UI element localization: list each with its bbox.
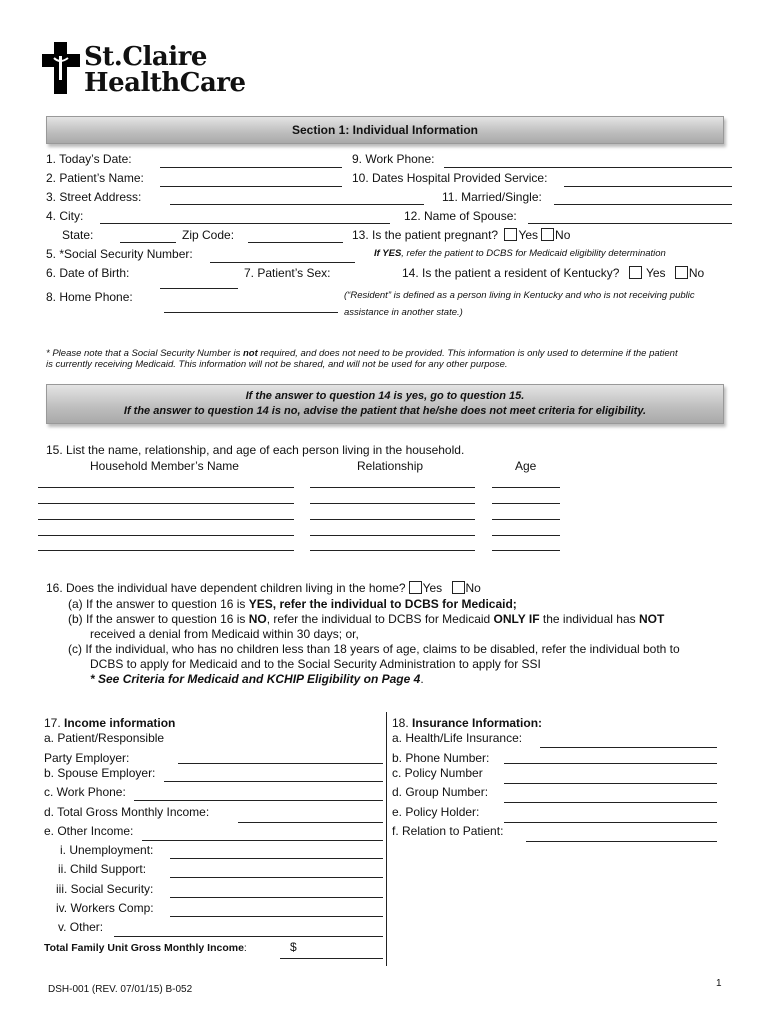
other-field[interactable]: [114, 936, 383, 937]
q16-a-bold: YES, refer the individual to DCBS for Medicaid;: [248, 597, 517, 611]
street-address-field[interactable]: [170, 204, 424, 205]
unemployment-field[interactable]: [170, 858, 383, 859]
policy-number-label: c. Policy Number: [392, 766, 483, 780]
child-support-field[interactable]: [170, 877, 383, 878]
ssn-note-part2: required, and does not need to be provided. This information is only used to determine if the patient: [257, 348, 678, 359]
q16-b-mid: , refer the individual to DCBS for Medicaid: [266, 612, 494, 626]
street-address-label: 3. Street Address:: [46, 190, 142, 204]
todays-date-field[interactable]: [160, 167, 342, 168]
spouse-name-label: 12. Name of Spouse:: [404, 209, 517, 223]
patient-name-label: 2. Patient’s Name:: [46, 171, 144, 185]
dob-label: 6. Date of Birth:: [46, 266, 130, 280]
dependent-no-label: No: [465, 581, 481, 595]
income-title: Income information: [64, 716, 176, 730]
gross-monthly-income-label: d. Total Gross Monthly Income:: [44, 805, 210, 819]
ssn-note-line1: [46, 348, 678, 359]
household-relationship-field[interactable]: [310, 487, 475, 488]
dependent-children-label: 16. Does the individual have dependent children living in the home?: [46, 581, 406, 595]
income-heading: [44, 716, 175, 730]
household-name-field[interactable]: [38, 519, 294, 520]
workers-comp-label: iv. Workers Comp:: [56, 901, 154, 915]
household-age-field[interactable]: [492, 535, 560, 536]
criteria-banner-text: [47, 385, 723, 419]
ssn-label: 5. *Social Security Number:: [46, 247, 193, 261]
kentucky-question: [402, 266, 704, 280]
social-security-field[interactable]: [170, 897, 383, 898]
pregnant-yes-checkbox[interactable]: [504, 228, 517, 241]
q16-b-only-if: ONLY IF: [493, 612, 540, 626]
group-number-field[interactable]: [504, 802, 717, 803]
total-income-label: [44, 942, 247, 954]
cross-icon: [42, 42, 80, 94]
q16-option-a: [68, 597, 517, 611]
zip-field[interactable]: [248, 242, 343, 243]
form-id: DSH-001 (REV. 07/01/15) B-052: [48, 984, 193, 995]
social-security-label: iii. Social Security:: [56, 882, 154, 896]
household-relationship-field[interactable]: [310, 550, 475, 551]
logo-line1: St.Claire: [84, 42, 207, 72]
state-field[interactable]: [120, 242, 176, 243]
kentucky-no-checkbox[interactable]: [675, 266, 688, 279]
household-relationship-field[interactable]: [310, 503, 475, 504]
health-life-insurance-label: a. Health/Life Insurance:: [392, 731, 523, 745]
work-phone-label: 9. Work Phone:: [352, 152, 435, 166]
q16-b-line2: received a denial from Medicaid within 30 days; or,: [90, 627, 359, 641]
dependent-yes-checkbox[interactable]: [409, 581, 422, 594]
insurance-number: 18.: [392, 716, 413, 730]
section-banner: [46, 116, 724, 144]
other-income-field[interactable]: [142, 840, 383, 841]
household-age-field[interactable]: [492, 519, 560, 520]
spouse-name-field[interactable]: [528, 223, 732, 224]
criteria-line2: If the answer to question 14 is no, advise the patient that he/she does not meet criteria for eligibility.: [123, 405, 647, 417]
criteria-line1: If the answer to question 14 is yes, go to question 15.: [245, 390, 525, 402]
employer-label-1: a. Patient/Responsible: [44, 731, 165, 745]
q16-b-no: NO: [248, 612, 267, 626]
dollar-sign: $: [290, 940, 297, 954]
pregnant-label: 13. Is the patient pregnant?: [352, 228, 499, 242]
ssn-note-part1: * Please note that a Social Security Number is: [46, 348, 243, 359]
if-yes-rest: , refer the patient to DCBS for Medicaid eligibility determination: [401, 248, 666, 259]
household-age-field[interactable]: [492, 550, 560, 551]
other-label: v. Other:: [58, 920, 104, 934]
relation-to-patient-label: f. Relation to Patient:: [392, 824, 504, 838]
policy-number-field[interactable]: [504, 783, 717, 784]
policy-holder-field[interactable]: [504, 822, 717, 823]
health-life-insurance-field[interactable]: [540, 747, 717, 748]
household-relationship-field[interactable]: [310, 519, 475, 520]
income-work-phone-label: c. Work Phone:: [44, 785, 126, 799]
household-name-field[interactable]: [38, 503, 294, 504]
employer-field[interactable]: [178, 763, 383, 764]
patient-sex-label: 7. Patient’s Sex:: [244, 266, 331, 280]
q16-b-mid2: the individual has: [539, 612, 639, 626]
household-age-field[interactable]: [492, 503, 560, 504]
section-title: Section 1: Individual Information: [291, 123, 478, 137]
total-income-colon: :: [243, 942, 247, 954]
insurance-title: Insurance Information:: [412, 716, 543, 730]
zip-label: Zip Code:: [182, 228, 235, 242]
city-label: 4. City:: [46, 209, 84, 223]
patient-name-field[interactable]: [160, 186, 342, 187]
dependent-no-checkbox[interactable]: [452, 581, 465, 594]
household-relationship-field[interactable]: [310, 535, 475, 536]
pregnant-no-label: No: [555, 228, 571, 242]
total-income-text: Total Family Unit Gross Monthly Income: [44, 942, 244, 954]
see-criteria-text: * See Criteria for Medicaid and KCHIP Eligibility on Page 4: [90, 672, 421, 686]
resident-note-1: (“Resident” is defined as a person living in Kentucky and who is not receiving public: [344, 290, 695, 301]
if-yes-note: [374, 248, 666, 259]
ssn-note-bold: not: [242, 348, 258, 359]
group-number-label: d. Group Number:: [392, 785, 489, 799]
city-field[interactable]: [100, 223, 390, 224]
see-criteria-note: [90, 672, 424, 686]
pregnant-yes-label: Yes: [518, 228, 539, 242]
page-number: 1: [716, 978, 722, 989]
kentucky-no-label: No: [688, 266, 705, 280]
income-number: 17.: [44, 716, 65, 730]
insurance-phone-label: b. Phone Number:: [392, 751, 490, 765]
kentucky-label: 14. Is the patient a resident of Kentucky?: [402, 266, 620, 280]
column-divider: [386, 712, 387, 966]
household-name-field[interactable]: [38, 535, 294, 536]
household-question: 15. List the name, relationship, and age of each person living in the household.: [46, 443, 465, 457]
logo-line2: HealthCare: [84, 68, 246, 98]
dates-hospital-label: 10. Dates Hospital Provided Service:: [352, 171, 548, 185]
workers-comp-field[interactable]: [170, 916, 383, 917]
home-phone-label: 8. Home Phone:: [46, 290, 133, 304]
dependent-children-question: [46, 581, 481, 595]
dob-field[interactable]: [160, 288, 238, 289]
dependent-yes-label: Yes: [422, 581, 443, 595]
col-age: Age: [515, 459, 537, 473]
q16-b-not: NOT: [638, 612, 665, 626]
q16-b-text: (b) If the answer to question 16 is: [68, 612, 249, 626]
relation-to-patient-field[interactable]: [526, 841, 717, 842]
employer-label-2: Party Employer:: [44, 751, 130, 765]
gross-monthly-income-field[interactable]: [238, 822, 383, 823]
state-label: State:: [62, 228, 94, 242]
insurance-heading: [392, 716, 542, 730]
pregnant-question: [352, 228, 570, 242]
if-yes-bold: If YES: [374, 248, 402, 259]
q16-option-b: [68, 612, 664, 626]
child-support-label: ii. Child Support:: [58, 862, 147, 876]
col-household-name: Household Member’s Name: [90, 459, 239, 473]
kentucky-yes-checkbox[interactable]: [629, 266, 642, 279]
income-work-phone-field[interactable]: [134, 800, 383, 801]
home-phone-field[interactable]: [164, 312, 338, 313]
col-relationship: Relationship: [357, 459, 424, 473]
policy-holder-label: e. Policy Holder:: [392, 805, 480, 819]
work-phone-field[interactable]: [444, 167, 732, 168]
unemployment-label: i. Unemployment:: [60, 843, 154, 857]
spouse-employer-field[interactable]: [164, 781, 383, 782]
q16-a-text: (a) If the answer to question 16 is: [68, 597, 249, 611]
insurance-phone-field[interactable]: [504, 763, 717, 764]
household-name-field[interactable]: [38, 550, 294, 551]
total-income-field[interactable]: [280, 958, 383, 959]
married-single-field[interactable]: [554, 204, 732, 205]
other-income-label: e. Other Income:: [44, 824, 134, 838]
resident-note-2: assistance in another state.): [344, 307, 463, 318]
household-age-field[interactable]: [492, 487, 560, 488]
todays-date-label: 1. Today’s Date:: [46, 152, 132, 166]
pregnant-no-checkbox[interactable]: [541, 228, 554, 241]
see-criteria-period: .: [420, 672, 424, 686]
married-single-label: 11. Married/Single:: [442, 190, 542, 204]
household-name-field[interactable]: [38, 487, 294, 488]
criteria-banner: [46, 384, 724, 424]
spouse-employer-label: b. Spouse Employer:: [44, 766, 156, 780]
ssn-note-line2: is currently receiving Medicaid. This information will not be shared, and will not be used for any other purpose.: [46, 359, 508, 370]
dates-hospital-field[interactable]: [564, 186, 732, 187]
q16-c-line2: DCBS to apply for Medicaid and to the Social Security Administration to apply for SSI: [90, 657, 541, 671]
ssn-field[interactable]: [210, 262, 355, 263]
q16-c-line1: (c) If the individual, who has no children less than 18 years of age, claims to be disabled, refer the individual both to: [68, 642, 680, 656]
kentucky-yes-label: Yes: [645, 266, 666, 280]
